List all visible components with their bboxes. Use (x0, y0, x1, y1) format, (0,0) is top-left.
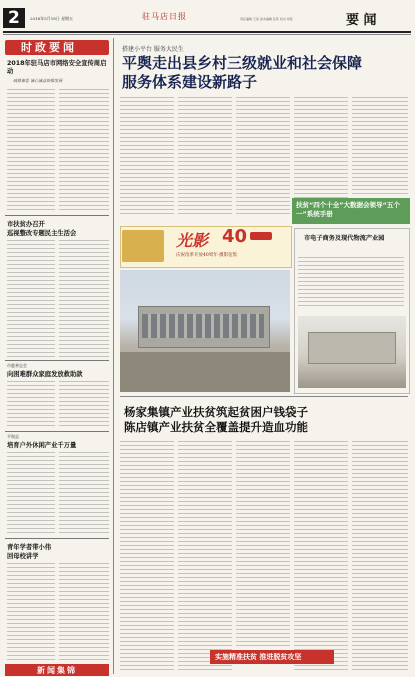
article2-title2: 巡视整改专题民主生活会 (7, 230, 77, 237)
divider (5, 538, 109, 539)
ad-subtitle: 庆祝改革开放40周年·摄影征集 (176, 253, 238, 258)
second-body-col5 (352, 440, 408, 672)
divider (5, 215, 109, 216)
article2-title: 市扶贫办召开 (7, 221, 45, 228)
section-title: 要 闻 (346, 13, 377, 28)
main-headline-line1: 平舆走出县乡村三级就业和社会保障 (122, 54, 363, 72)
story-rule (120, 396, 408, 397)
article3-kicker: 市慈善总会 (7, 363, 27, 368)
main-body-col5 (352, 96, 408, 196)
main-body-col1 (120, 96, 174, 216)
article5-title: 青年学者带小伟 (7, 544, 52, 551)
article3-title: 向困难群众家庭发放救助款 (7, 371, 83, 378)
masthead (0, 0, 415, 38)
main-body-col3 (236, 96, 290, 216)
main-area (116, 38, 412, 674)
masthead-rule-thin (3, 34, 411, 35)
divider (5, 360, 109, 361)
main-body-col2 (178, 96, 232, 216)
article4-title: 培育户外休闲产业千万量 (7, 442, 77, 449)
second-headline-line2: 陈店镇产业扶贫全覆盖提升造血功能 (124, 420, 308, 434)
article4-kicker: 平舆县 (7, 434, 19, 439)
article1-subtitle: 威鼎秦思 诚心诚意助推发展 (13, 78, 63, 83)
article4-body-col2 (59, 451, 109, 535)
second-body-col3 (236, 440, 290, 648)
ad-brand: 光影 (176, 231, 209, 250)
second-body-col4 (294, 440, 348, 672)
side-photo (298, 316, 406, 388)
photo-caption-title: 市电子商务及现代物流产业园 (304, 235, 385, 242)
photo-building-windows (142, 314, 264, 338)
article1-body-col2 (59, 88, 109, 212)
section-banner-text: 时政要闻 (21, 41, 77, 54)
main-kicker: 搭建小平台 服务大民生 (122, 46, 184, 53)
article3-body (7, 380, 55, 428)
ad-number: 40 (222, 226, 248, 247)
article2-body-col2 (59, 239, 109, 357)
second-body-col2 (178, 440, 232, 672)
footer-banner-text: 新闻集锦 (37, 666, 77, 675)
divider (5, 431, 109, 432)
ad-banner-left-block (122, 230, 164, 262)
column-rule (113, 38, 114, 674)
article2-body (7, 239, 55, 357)
side-photo-building (308, 332, 396, 364)
main-headline-line2: 服务体系建设新路子 (122, 73, 258, 91)
page-number: 2 (8, 8, 20, 28)
ad-number-badge (250, 232, 272, 240)
left-column (3, 38, 111, 674)
main-photo (120, 270, 290, 392)
masthead-rule (3, 31, 411, 33)
article3-body-col2 (59, 380, 109, 428)
article1-body (7, 88, 55, 212)
bottom-banner-text: 实施精准扶贫 推进脱贫攻坚 (215, 653, 302, 661)
photo-caption-body (298, 256, 404, 306)
second-body-col1 (120, 440, 174, 672)
photo-ground (120, 352, 290, 392)
paper-name: 驻马店日报 (142, 12, 187, 21)
article5-body-col2 (59, 562, 109, 662)
date-line: 2018年5月18日 星期五 (30, 16, 74, 21)
article1-title: 2018年驻马店市网络安全宣传周启动 (7, 60, 107, 75)
article5-title2: 回母校讲学 (7, 553, 39, 560)
article4-body (7, 451, 55, 535)
article5-body (7, 562, 55, 662)
second-headline-line1: 杨家集镇产业扶贫筑起贫困户钱袋子 (124, 405, 308, 419)
sidebar-quote: 扶贫“四个十全”大数据会领导“五个一”系统手册 (296, 201, 400, 218)
editor-line: 责任编辑 王某 美术编辑 张某 校对 刘某 (240, 17, 293, 21)
